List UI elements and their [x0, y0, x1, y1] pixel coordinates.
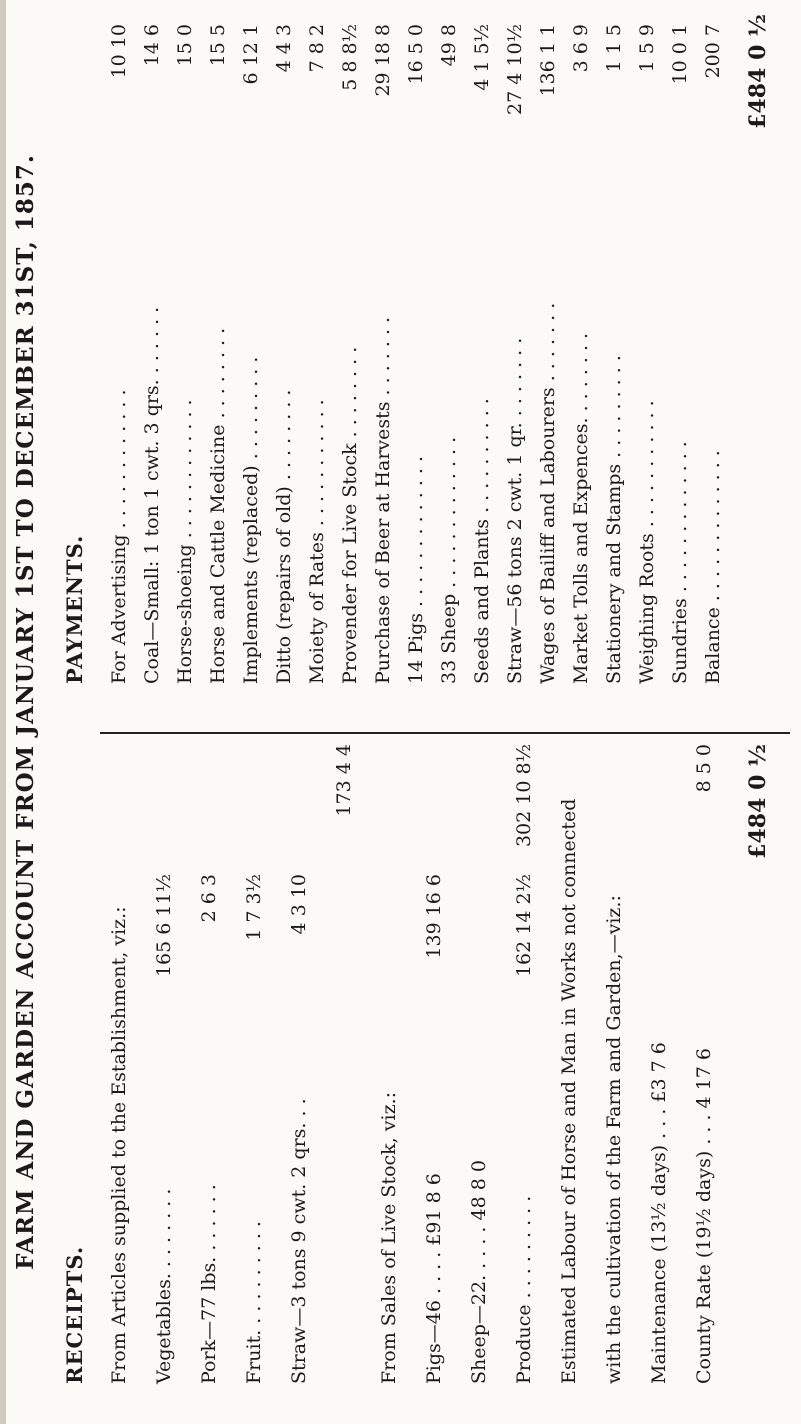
receipts-line-text: Produce . . . . . . . . .	[513, 1195, 535, 1384]
receipts-line-text: Pork—77 lbs. . . . . . .	[198, 1184, 220, 1384]
payments-line-amount: 10 0 1	[669, 24, 691, 85]
payments-line-text: Moiety of Rates . . . . . . . . . . .	[306, 399, 328, 684]
column-divider	[100, 732, 790, 734]
receipts-line-text: From Sales of Live Stock, viz.:	[378, 1091, 400, 1384]
receipts-line-text: Straw—3 tons 9 cwt. 2 qrs. . .	[288, 1098, 310, 1384]
payments-line-text: Sundries . . . . . . . . . . . . .	[669, 441, 691, 684]
payments-line-text: Seeds and Plants . . . . . . . . . .	[471, 398, 493, 684]
payments-line-text: Straw—56 tons 2 cwt. 1 qr. . . . . . . .	[504, 337, 526, 684]
payments-line-amount: 15 0	[174, 24, 196, 67]
page-edge	[0, 0, 6, 1424]
payments-line-amount: 16 5 0	[405, 24, 427, 85]
receipts-line-text: with the cultivation of the Farm and Garden,—viz.:	[603, 895, 625, 1384]
payments-line-amount: 1 5 9	[636, 24, 658, 73]
payments-line-text: Horse and Cattle Medicine . . . . . . . .	[207, 327, 229, 684]
payments-line-amount: 4 4 3	[273, 24, 295, 73]
receipts-line-amount: 2 6 3	[198, 874, 220, 923]
payments-line-text: Stationery and Stamps . . . . . . . . .	[603, 355, 625, 684]
receipts-line-text: Sheep—22. . . . . 48 8 0	[468, 1160, 490, 1384]
payments-line-amount: 1 1 5	[603, 24, 625, 73]
payments-line-amount: 15 5	[207, 24, 229, 67]
payments-line-amount: 6 12 1	[240, 24, 262, 85]
payments-total: £484 0 ½	[745, 14, 771, 129]
payments-line-amount: 5 8 8½	[339, 24, 361, 91]
payments-line-text: Wages of Bailiff and Labourers . . . . . . .	[537, 302, 559, 684]
payments-line-amount: 10 10	[108, 24, 130, 79]
receipts-line-amount: 1 7 3½	[243, 874, 265, 941]
payments-line-amount: 29 18 8	[372, 24, 394, 97]
receipts-line-text: From Articles supplied to the Establishment, viz.:	[108, 906, 130, 1384]
receipts-total: £484 0 ½	[745, 744, 771, 859]
payments-line-text: 33 Sheep . . . . . . . . . . . . .	[438, 436, 460, 684]
receipts-line-text: County Rate (19½ days) . . . 4 17 6	[693, 1048, 715, 1384]
receipts-line-subtotal: 8 5 0	[693, 744, 715, 793]
payments-line-amount: 4 1 5½	[471, 24, 493, 91]
receipts-line-text: Vegetables. . . . . . . .	[153, 1188, 175, 1384]
payments-line-text: Provender for Live Stock . . . . . . . .	[339, 346, 361, 684]
payments-line-text: Balance . . . . . . . . . . . . .	[702, 450, 724, 684]
receipts-line-text: Fruit. . . . . . . . . .	[243, 1221, 265, 1384]
receipts-line-amount: 139 16 6	[423, 874, 445, 959]
payments-line-text: Ditto (repairs of old) . . . . . . . .	[273, 389, 295, 684]
payments-line-amount: 7 8 2	[306, 24, 328, 73]
payments-line-text: 14 Pigs . . . . . . . . . . . . .	[405, 455, 427, 684]
receipts-line-amount: 165 6 11½	[153, 874, 175, 978]
payments-line-text: Market Tolls and Expences. . . . . . . .	[570, 332, 592, 684]
payments-line-amount: 27 4 10½	[504, 24, 526, 115]
payments-line-text: Coal—Small: 1 ton 1 cwt. 3 qrs. . . . . . .	[141, 306, 163, 684]
receipts-line-amount: 162 14 2½	[513, 874, 535, 978]
payments-line-text: Horse-shoeing . . . . . . . . . . . .	[174, 399, 196, 684]
payments-line-text: Weighing Roots . . . . . . . . . . .	[636, 400, 658, 684]
page-title: FARM AND GARDEN ACCOUNT FROM JANUARY 1ST TO DECEMBER 31ST, 1857.	[12, 154, 39, 1270]
payments-line-amount: 136 1 1	[537, 24, 559, 97]
receipts-line-amount: 4 3 10	[288, 874, 310, 935]
receipts-line-subtotal: 302 10 8½	[513, 744, 535, 848]
payments-line-amount: 49 8	[438, 24, 460, 67]
payments-heading: PAYMENTS.	[62, 534, 87, 684]
receipts-line-subtotal: 173 4 4	[333, 744, 355, 817]
payments-line-text: Implements (replaced) . . . . . . . . .	[240, 356, 262, 684]
receipts-heading: RECEIPTS.	[62, 1245, 87, 1384]
payments-line-amount: 3 6 9	[570, 24, 592, 73]
payments-line-amount: 200 7	[702, 24, 724, 79]
payments-line-text: For Advertising . . . . . . . . . . . .	[108, 389, 130, 684]
payments-line-amount: 14 6	[141, 24, 163, 67]
receipts-line-text: Pigs—46 . . . . £91 8 6	[423, 1173, 445, 1384]
payments-line-text: Purchase of Beer at Harvests . . . . . . .	[372, 316, 394, 684]
receipts-line-text: Maintenance (13½ days) . . . £3 7 6	[648, 1042, 670, 1384]
receipts-line-text: Estimated Labour of Horse and Man in Works not connected	[558, 798, 580, 1384]
